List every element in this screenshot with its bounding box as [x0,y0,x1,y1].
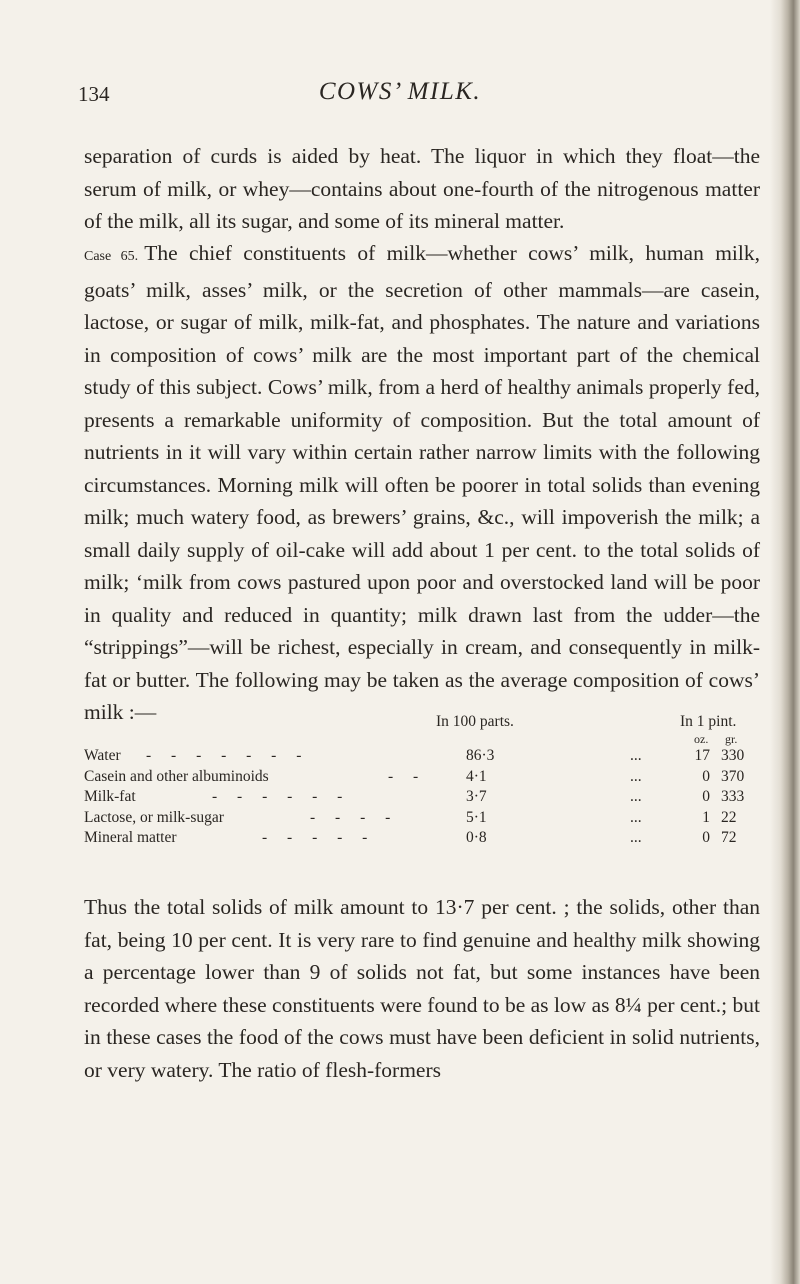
row-oz: 0 [702,829,710,846]
leader-dashes: - - - - - [262,829,376,846]
row-dots: ... [630,747,642,764]
row-gr: 333 [721,788,745,805]
row-percent: 4·1 [466,767,487,785]
row-label: Casein and other albuminoids [84,767,269,785]
row-label: Milk-fat [84,788,136,805]
table-row [84,787,760,808]
paragraph-total-solids: Thus the total solids of milk amount to 13·7 per cent. ; the solids, other than fat, being 10 per cent. It is very rare to find genuine and healthy milk showing a percentage lower than 9 of solids not fat, but some instances have been recorded where these constituents were found to be as low as 8¼ per cent.; but in these cases the food of the cows must have been deficient in solid nutrients, or very watery. The ratio of flesh-formers [84,895,760,1082]
table-row [84,828,760,849]
header-1-pint: In 1 pint. [680,713,737,730]
row-gr: 330 [721,747,745,764]
leader-dashes: - - - - [310,808,399,826]
row-label: Water [84,747,121,764]
leader-dashes: - - - - - - - [146,747,310,764]
row-dots: ... [630,829,642,846]
row-gr: 72 [721,829,737,846]
composition-table [84,712,760,849]
row-label: Mineral matter [84,829,177,846]
row-gr: 22 [721,808,737,826]
row-label: Lactose, or milk-sugar [84,808,224,826]
paragraph-constituents [84,237,760,729]
unit-oz: oz. [694,732,709,746]
row-dots: ... [630,767,642,785]
table-row [84,808,760,829]
row-oz: 0 [702,788,710,805]
page-header [0,78,800,118]
paragraph-curds: separation of curds is aided by heat. The liquor in which they float—the serum of milk, or whey—contains about one-fourth of the nitrogenous matter of the milk, all its sugar, and some of its mineral matter. [84,144,760,233]
unit-gr: gr. [725,732,738,746]
row-dots: ... [630,788,642,805]
row-oz: 17 [694,747,710,764]
table-row [84,746,760,767]
row-percent: 5·1 [466,808,487,826]
paragraph-constituents-text: The chief constituents of milk—whether cows’ milk, human milk, goats’ milk, asses’ milk, or the secretion of other mammals—are casein, lactose, or sugar of milk, milk-fat, and phosphates. The nature and variations in composition of cows’ milk are the most important part of the chemical study of this subject. Cows’ milk, from a herd of healthy animals properly fed, presents a remarkable uniformity of composition. But the total amount of nutrients in it will vary within certain rather narrow limits with the following circumstances. Morning milk will often be poorer in total solids than evening milk; much watery food, as brewers’ grains, &c., will impoverish the milk; a small daily supply of oil-cake will add about 1 per cent. to the total solids of milk; ‘milk from cows pastured upon poor and overstocked land will be poor in quality and reduced in quantity; milk drawn last from the udder—the “strippings”—will be richest, especially in cream, and consequently in milk-fat or butter. The following may be taken as the average composition of cows’ milk :— [84,241,760,724]
case-reference: Case 65. [84,249,139,264]
running-title: COWS’ MILK. [318,78,482,105]
row-oz: 1 [702,808,710,826]
row-percent: 0·8 [466,829,487,846]
row-oz: 0 [702,767,710,785]
table-row [84,767,760,788]
leader-dashes: - - [388,767,427,785]
page-edge-shadow [770,0,800,1284]
row-dots: ... [630,808,642,826]
header-100-parts: In 100 parts. [436,713,514,730]
page-number: 134 [78,82,110,106]
row-gr: 370 [721,767,745,785]
row-percent: 3·7 [466,788,487,805]
row-percent: 86·3 [466,747,495,764]
table-header [84,712,760,732]
leader-dashes: - - - - - - [212,788,351,805]
unit-row [84,732,760,746]
